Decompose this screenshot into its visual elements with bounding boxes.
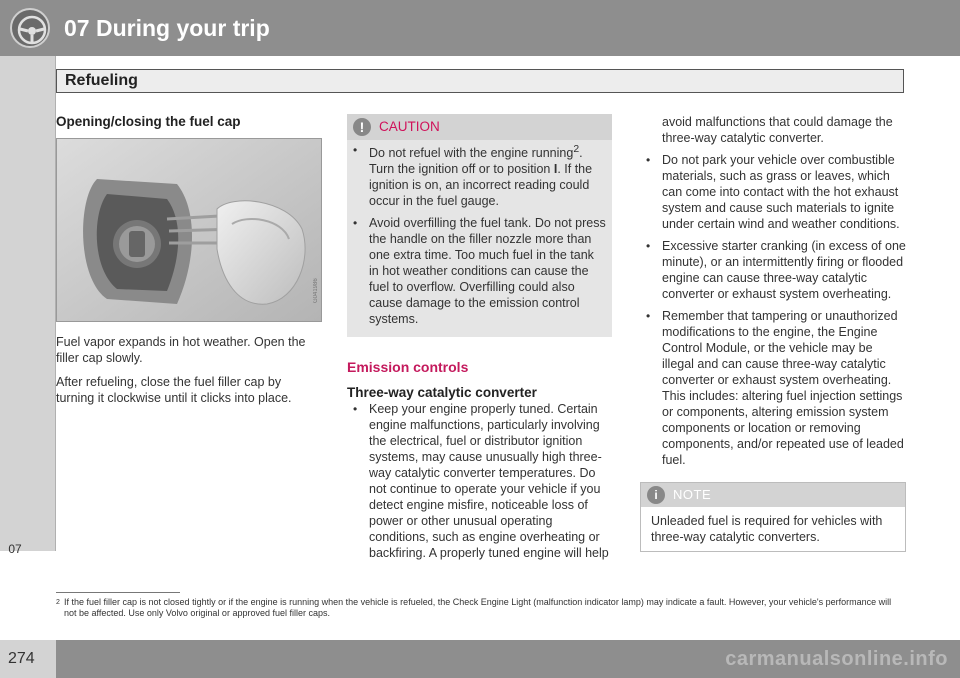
emission-list-continued xyxy=(640,152,906,468)
column-3 xyxy=(640,114,906,552)
chapter-header xyxy=(0,0,960,56)
volvo-steering-wheel-icon xyxy=(10,8,50,48)
chapter-side-tab xyxy=(0,56,56,556)
close-cap-paragraph: After refueling, close the fuel filler cap by turning it clockwise until it clicks into place. xyxy=(56,375,292,405)
fuel-cap-heading: Opening/closing the fuel cap xyxy=(56,114,241,129)
emission-controls-heading: Emission controls xyxy=(347,359,469,376)
side-tab-label: 07 xyxy=(8,542,22,556)
info-icon: i xyxy=(647,486,665,504)
list-item: • Remember that tampering or unauthorized modifications to the engine, the Engine Control Module, or the vehicle may be illegal and can cause three-way catalytic converter or exhaust system overheating. This includes: altering fuel injection settings or components, altering emission system components or location or removing components, and/or repeated use of leaded fuel. xyxy=(640,308,906,468)
catalytic-converter-heading: Three-way catalytic converter xyxy=(347,385,537,401)
fuel-vapor-paragraph: Fuel vapor expands in hot weather. Open the filler cap slowly. xyxy=(56,335,306,365)
footnote-number: 2 xyxy=(56,599,60,606)
section-bar xyxy=(56,69,904,93)
note-label: NOTE xyxy=(673,487,712,502)
column-1 xyxy=(56,114,322,406)
list-item: • Avoid overfilling the fuel tank. Do not press the handle on the filler nozzle more than one extra time. Too much fuel in the tank in hot weather conditions can cause the fuel to overflow. Overfilling could also cause damage to the emission control systems. xyxy=(347,215,612,327)
list-item: • Excessive starter cranking (in excess of one minute), or an intermittently firing or flooded engine can cause three-way catalytic converter or exhaust system overheating. xyxy=(640,238,906,302)
chapter-title: 07 During your trip xyxy=(64,15,270,41)
list-item: • Keep your engine properly tuned. Certain engine malfunctions, particularly involving the electrical, fuel or distributor ignition systems, may cause unusually high three-way catalytic converter temperatures. Do not continue to operate your vehicle if you detect engine misfire, noticeable loss of power or other unusual operating conditions, such as engine overheating or backfiring. A properly tuned engine will help xyxy=(347,401,612,561)
caution-header xyxy=(347,114,612,140)
photo-code: G041986 xyxy=(313,278,319,303)
note-text: Unleaded fuel is required for vehicles with three-way catalytic converters. xyxy=(651,514,883,544)
warning-icon: ! xyxy=(353,118,371,136)
section-title: Refueling xyxy=(65,72,138,89)
footnote xyxy=(56,597,906,619)
caution-box xyxy=(347,114,612,337)
caution-list xyxy=(347,140,612,327)
note-box xyxy=(640,482,906,552)
list-item-continued: avoid malfunctions that could damage the three-way catalytic converter. xyxy=(662,115,893,145)
caution-label: CAUTION xyxy=(379,119,440,134)
page-footer xyxy=(0,640,960,678)
page-number: 274 xyxy=(8,650,35,667)
column-2 xyxy=(347,114,612,561)
note-header xyxy=(641,483,905,507)
fuel-cap-photo xyxy=(56,138,322,322)
emission-list xyxy=(347,401,612,561)
page-number-box xyxy=(0,640,56,678)
list-item: • Do not refuel with the engine running$^2$. Turn the ignition off or to position I. If the ignition is on, an incorrect reading could occur in the fuel gauge. xyxy=(347,142,612,209)
footnote-text: If the fuel filler cap is not closed tightly or if the engine is running when the vehicle is refueled, the Check Engine Light (malfunction indicator lamp) may indicate a fault. However, your vehicle's performance will not be affected. Use only Volvo original or approved fuel filler caps. xyxy=(64,597,892,618)
list-item: • Do not park your vehicle over combustible materials, such as grass or leaves, which can come into contact with the hot exhaust system and cause such materials to ignite under certain wind and weather conditions. xyxy=(640,152,906,232)
watermark: carmanualsonline.info xyxy=(725,648,948,670)
footnote-divider xyxy=(56,592,180,593)
